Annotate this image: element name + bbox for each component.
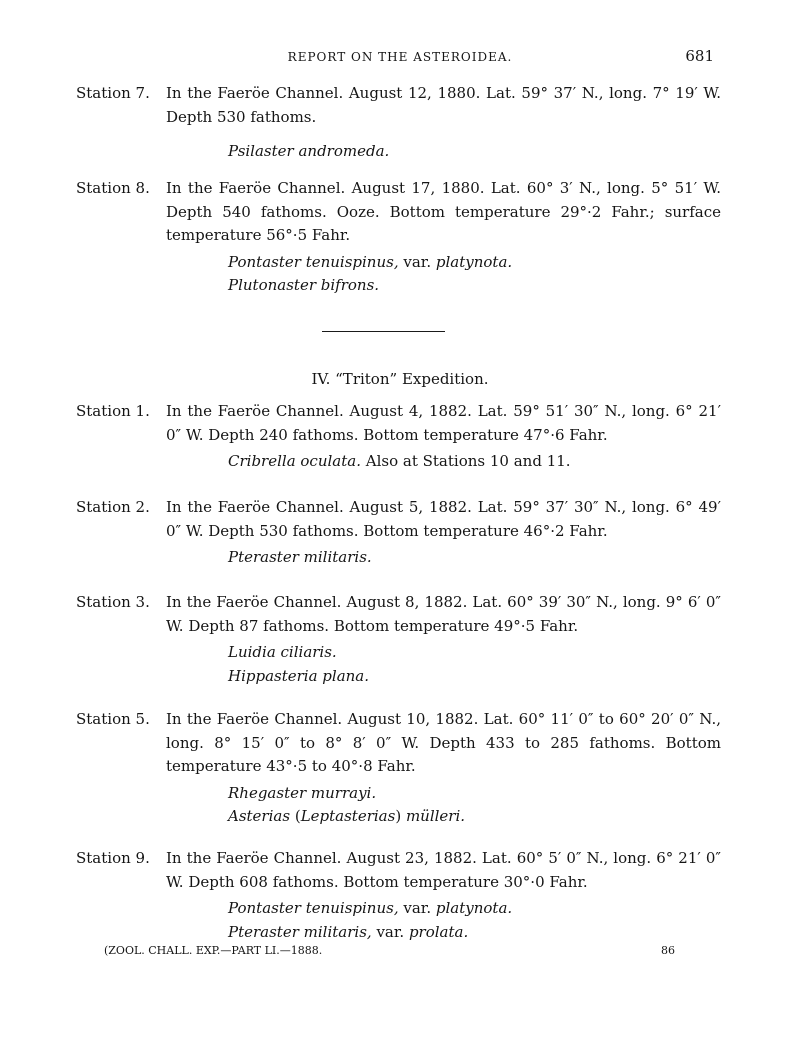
station-entry xyxy=(76,708,721,829)
footer-signature-number: 86 xyxy=(661,944,675,957)
page-number: 681 xyxy=(685,47,714,65)
species-name: Hippasteria plana. xyxy=(228,666,370,685)
species-name: Pontaster tenuispinus, xyxy=(228,899,399,917)
variety-name: prolata. xyxy=(408,922,469,941)
section-heading xyxy=(0,370,800,388)
species-name: Cribrella oculata. xyxy=(228,452,361,470)
station-entry xyxy=(76,496,721,570)
subgenus-name: Leptasterias xyxy=(300,807,396,825)
variety-name: platynota. xyxy=(435,899,513,917)
station-description: In the Faeröe Channel. August 10, 1882. Lat. 60° 11′ 0″ to 60° 20′ 0″ N., long. 8° 15′ 0″ to 8° 8′ 0″ W. Depth 433 to 285 fathoms. Bottom temperature 43°·5 to 40°·8 Fahr. xyxy=(166,710,721,775)
station-description: In the Faeröe Channel. August 17, 1880. Lat. 60° 3′ N., long. 5° 51′ W. Depth 540 fathoms. Ooze. Bottom temperature 29°·2 Fahr.; surface temperature 56°·5 Fahr. xyxy=(166,179,721,244)
species-line xyxy=(228,450,721,474)
station-description: In the Faeröe Channel. August 4, 1882. Lat. 59° 51′ 30″ N., long. 6° 21′ 0″ W. Depth 240 fathoms. Bottom temperature 47°·6 Fahr. xyxy=(166,402,721,444)
running-head xyxy=(0,47,800,70)
species-line xyxy=(228,897,721,921)
section-divider xyxy=(322,331,445,332)
variety-label: var. xyxy=(376,922,405,941)
station-entry xyxy=(76,82,721,164)
station-description: In the Faeröe Channel. August 8, 1882. Lat. 60° 39′ 30″ N., long. 9° 6′ 0″ W. Depth 87 fathoms. Bottom temperature 49°·5 Fahr. xyxy=(166,593,721,635)
species-name: Luidia ciliaris. xyxy=(228,643,337,661)
species-name: Pteraster militaris. xyxy=(228,548,372,566)
station-description: In the Faeröe Channel. August 5, 1882. Lat. 59° 37′ 30″ N., long. 6° 49′ 0″ W. Depth 530 fathoms. Bottom temperature 46°·2 Fahr. xyxy=(166,498,721,540)
section-heading-text: IV. “Triton” Expedition. xyxy=(311,370,489,388)
species-line xyxy=(228,921,721,945)
variety-label: var. xyxy=(403,252,432,271)
station-description: In the Faeröe Channel. August 12, 1880. Lat. 59° 37′ N., long. 7° 19′ W. Depth 530 fathoms. xyxy=(166,84,721,126)
variety-label: var. xyxy=(403,899,432,917)
station-label: Station 9. xyxy=(76,849,150,867)
species-name: Pontaster tenuispinus, xyxy=(228,252,399,271)
station-label: Station 2. xyxy=(76,498,150,516)
species-note: Also at Stations 10 and 11. xyxy=(365,452,571,470)
station-entry xyxy=(76,591,721,688)
variety-name: platynota. xyxy=(435,252,513,271)
species-name: Asterias xyxy=(228,807,291,825)
footer-signature: (ZOOL. CHALL. EXP.—PART LI.—1888. xyxy=(104,944,323,957)
species-name: Rhegaster murrayi. xyxy=(228,783,377,802)
station-label: Station 5. xyxy=(76,710,150,728)
station-entry xyxy=(76,847,721,944)
station-label: Station 8. xyxy=(76,179,150,197)
running-head-title: REPORT ON THE ASTEROIDEA. xyxy=(287,50,513,64)
station-label: Station 3. xyxy=(76,593,150,611)
species-line: Asterias (Leptasterias) mülleri. xyxy=(228,807,466,825)
station-entry xyxy=(76,400,721,474)
species-line xyxy=(228,251,721,275)
station-label: Station 1. xyxy=(76,402,150,420)
station-description: In the Faeröe Channel. August 23, 1882. Lat. 60° 5′ 0″ N., long. 6° 21′ 0″ W. Depth 608 fathoms. Bottom temperature 30°·0 Fahr. xyxy=(166,849,721,891)
species-name: Psilaster andromeda. xyxy=(228,142,390,160)
station-label: Station 7. xyxy=(76,84,150,102)
species-name: Pteraster militaris, xyxy=(228,922,372,941)
station-entry xyxy=(76,177,721,298)
species-epithet: mülleri. xyxy=(405,807,466,825)
species-name: Plutonaster bifrons. xyxy=(228,276,380,294)
